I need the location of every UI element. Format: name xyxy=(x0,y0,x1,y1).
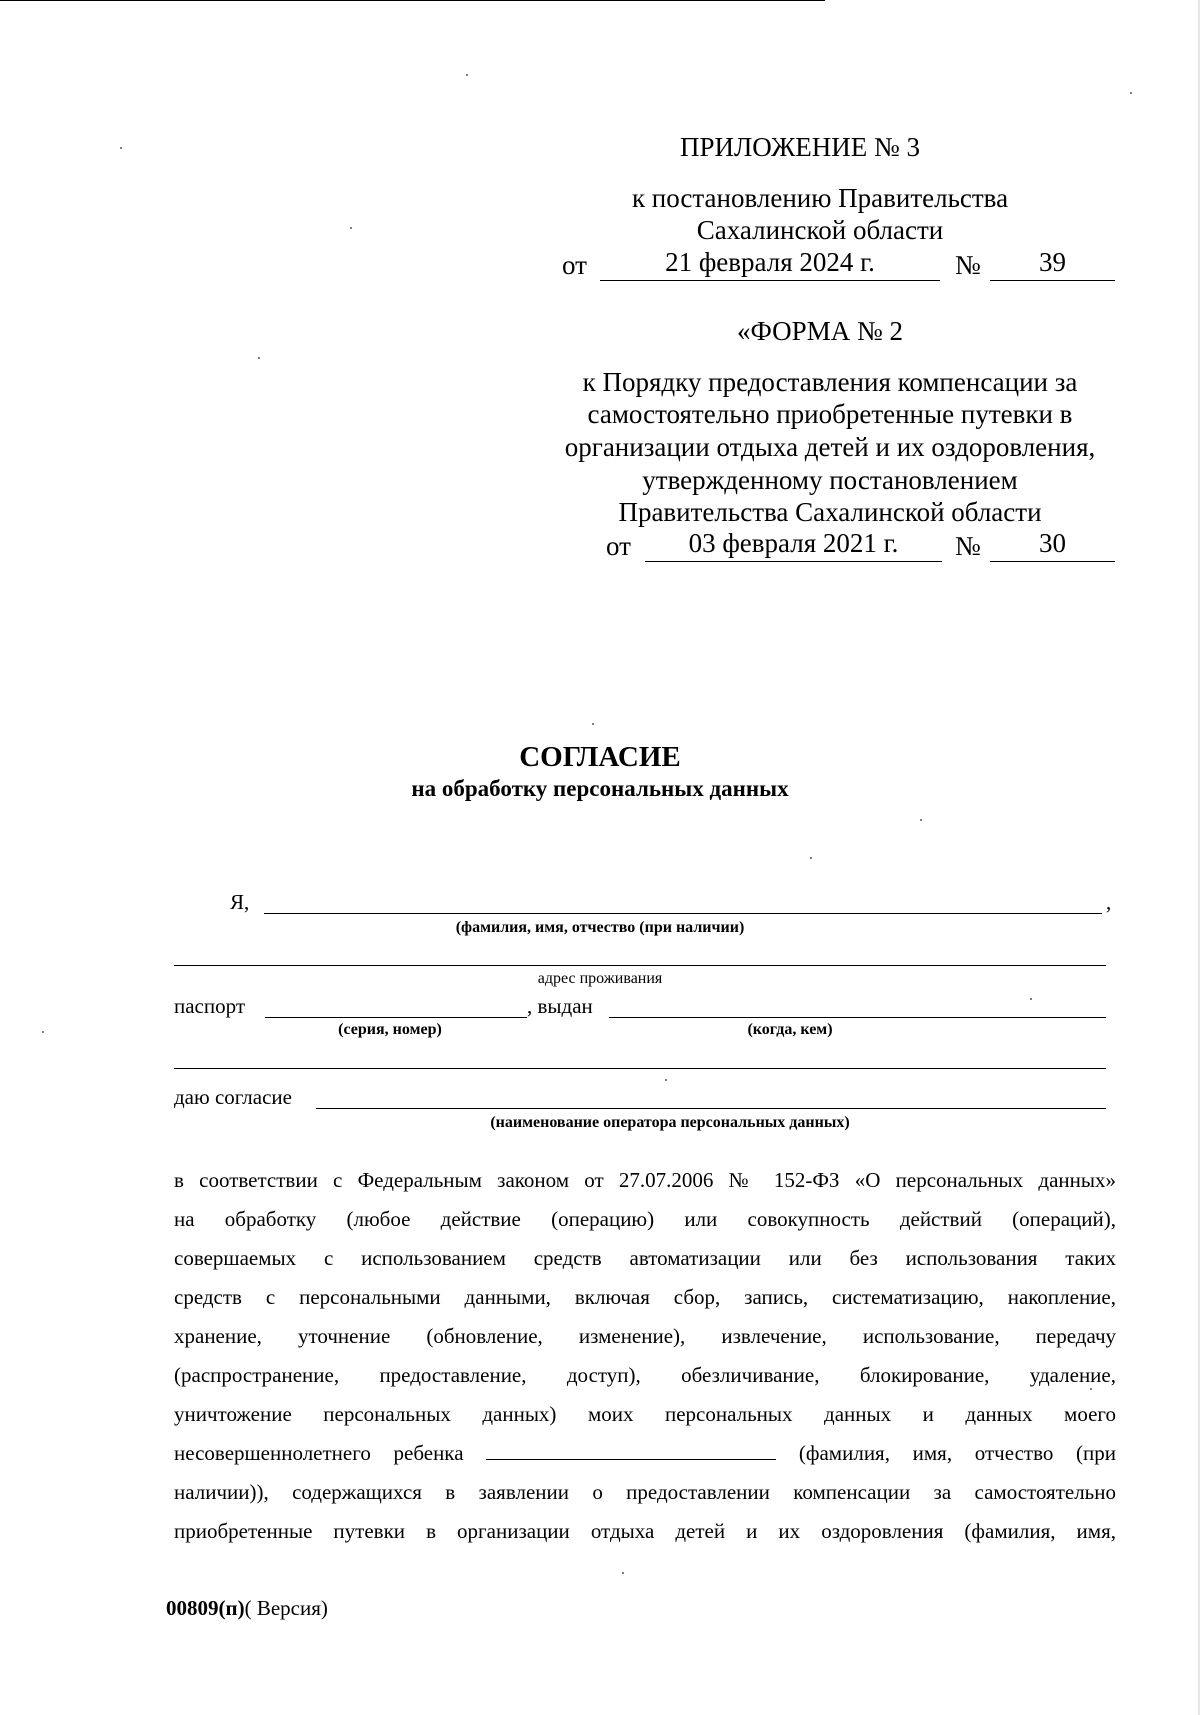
resolution-ref: к постановлению Правительства xyxy=(631,183,1009,213)
body-line: хранение, уточнение (обновление, изменение), извлечение, использование, передачу xyxy=(174,1324,1116,1348)
consent-title: СОГЛАСИЕ xyxy=(519,741,681,773)
date-underline xyxy=(600,280,940,281)
scan-speck xyxy=(665,1079,667,1081)
region-name: Сахалинской области xyxy=(696,215,944,245)
body-line: наличии)), содержащихся в заявлении о предоставлении компенсации за самостоятельно xyxy=(174,1480,1116,1504)
document-version: ( Версия) xyxy=(244,1596,328,1620)
form-ref-line: самостоятельно приобретенные путевки в xyxy=(587,399,1073,429)
passport-issued-field[interactable] xyxy=(609,1017,1106,1018)
scan-speck xyxy=(920,819,922,821)
passport-series-field[interactable] xyxy=(265,1017,527,1018)
scan-speck xyxy=(810,857,812,859)
number-underline xyxy=(990,280,1115,281)
document-code: 00809(п) xyxy=(166,1596,245,1620)
top-border-line xyxy=(0,0,825,1)
date-from-label: от xyxy=(562,250,587,280)
body-line: в соответствии с Федеральным законом от 27.07.2006 № 152-ФЗ «О персональных данных» xyxy=(174,1168,1116,1192)
form-resolution-date: 03 февраля 2021 г. xyxy=(688,528,899,558)
scan-speck xyxy=(1130,92,1132,94)
body-line: приобретенные путевки в организации отдыха детей и их оздоровления (фамилия, имя, xyxy=(174,1519,1116,1543)
scan-speck xyxy=(258,357,260,359)
form-date-from-label: от xyxy=(606,531,631,561)
fio-comma: , xyxy=(1106,890,1112,914)
appendix-title: ПРИЛОЖЕНИЕ № 3 xyxy=(679,132,921,162)
operator-caption: (наименование оператора персональных данных) xyxy=(490,1114,850,1131)
scan-speck xyxy=(466,74,468,76)
form-ref-line: к Порядку предоставления компенсации за xyxy=(582,367,1078,397)
child-name-field[interactable] xyxy=(486,1441,776,1460)
consent-label: даю согласие xyxy=(174,1085,292,1109)
fio-caption: (фамилия, имя, отчество (при наличии) xyxy=(455,919,745,936)
scan-speck xyxy=(1030,998,1032,1000)
scan-speck xyxy=(350,227,352,229)
scan-speck xyxy=(120,147,122,149)
address-caption: адрес проживания xyxy=(537,970,663,987)
number-label: № xyxy=(955,250,981,280)
when-caption: (когда, кем) xyxy=(747,1021,833,1038)
form-resolution-number: 30 xyxy=(1039,528,1066,558)
scan-speck xyxy=(42,1031,44,1033)
fio-field[interactable] xyxy=(264,913,1102,914)
body-line: на обработку (любое действие (операцию) или совокупность действий (операций), xyxy=(174,1207,1116,1231)
address-field[interactable] xyxy=(174,965,1106,966)
body-line: уничтожение персональных данных) моих персональных данных и данных моего xyxy=(174,1402,1116,1426)
body-line-child xyxy=(174,1434,1116,1473)
child-caption: (фамилия, имя, отчество (при xyxy=(798,1441,1116,1465)
form-title: «ФОРМА № 2 xyxy=(737,316,903,346)
form-number-label: № xyxy=(955,531,981,561)
passport-extra-field[interactable] xyxy=(174,1068,1106,1069)
resolution-date: 21 февраля 2024 г. xyxy=(665,247,875,277)
form-ref-line: Правительства Сахалинской области xyxy=(618,497,1042,527)
child-label: несовершеннолетнего ребенка xyxy=(174,1441,464,1465)
resolution-number: 39 xyxy=(1039,247,1066,277)
form-ref-line: организации отдыха детей и их оздоровления, xyxy=(564,432,1096,462)
i-label: Я, xyxy=(230,890,250,914)
form-ref-line: утвержденному постановлением xyxy=(642,465,1018,495)
scan-speck xyxy=(1090,1388,1092,1390)
body-line: (распространение, предоставление, доступ), обезличивание, блокирование, удаление, xyxy=(174,1363,1116,1387)
body-line: совершаемых с использованием средств автоматизации или без использования таких xyxy=(174,1246,1116,1270)
consent-subtitle: на обработку персональных данных xyxy=(411,776,789,801)
body-line: средств с персональными данными, включая сбор, запись, систематизацию, накопление, xyxy=(174,1285,1116,1309)
consent-body xyxy=(174,1161,1116,1551)
form-number-underline xyxy=(990,561,1115,562)
series-caption: (серия, номер) xyxy=(338,1021,442,1038)
scan-speck xyxy=(622,1572,624,1574)
document-footer xyxy=(166,1595,328,1621)
form-date-underline xyxy=(645,561,942,562)
issued-label: , выдан xyxy=(527,994,593,1018)
scan-speck xyxy=(592,723,594,725)
passport-label: паспорт xyxy=(174,994,246,1018)
operator-field[interactable] xyxy=(316,1108,1106,1109)
